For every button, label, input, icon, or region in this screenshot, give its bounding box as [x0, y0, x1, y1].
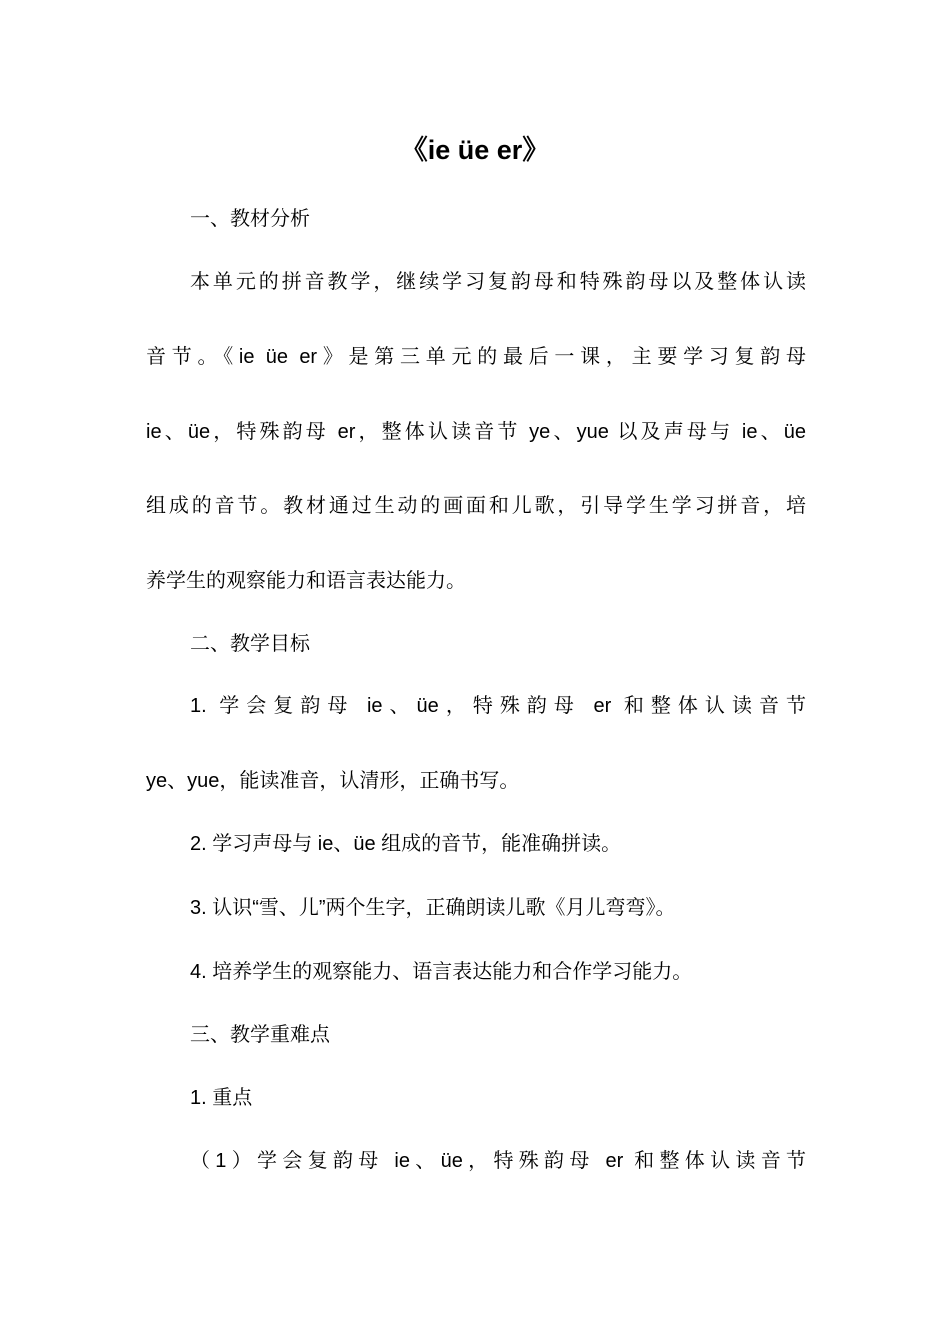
paragraph-line: 组成的音节。教材通过生动的画面和儿歌，引导学生学习拼音，培: [146, 495, 806, 517]
section-heading-1: 一、教材分析: [190, 208, 310, 230]
section-heading-2: 二、教学目标: [190, 633, 310, 655]
list-item-continuation: ye、yue，能读准音，认清形，正确书写。: [146, 770, 520, 792]
paragraph-line: ie、üe，特殊韵母 er，整体认读音节 ye、yue 以及声母与 ie、üe: [146, 421, 806, 443]
document-title: 《ie üe er》: [400, 135, 550, 165]
paragraph-line: 养学生的观察能力和语言表达能力。: [146, 570, 466, 592]
sub-heading: 1. 重点: [190, 1087, 253, 1109]
list-item: 1. 学会复韵母 ie、üe，特殊韵母 er 和整体认读音节: [190, 695, 806, 717]
paragraph-line: 音节。《ie üe er》是第三单元的最后一课，主要学习复韵母: [146, 346, 806, 368]
list-item: 2. 学习声母与 ie、üe 组成的音节，能准确拼读。: [190, 833, 622, 855]
paragraph-line: 本单元的拼音教学，继续学习复韵母和特殊韵母以及整体认读: [190, 271, 806, 293]
section-heading-3: 三、教学重难点: [190, 1024, 330, 1046]
list-item: 3. 认识“雪、儿”两个生字，正确朗读儿歌《月儿弯弯》。: [190, 897, 676, 919]
list-item: （1）学会复韵母 ie、üe，特殊韵母 er 和整体认读音节: [190, 1150, 806, 1172]
list-item: 4. 培养学生的观察能力、语言表达能力和合作学习能力。: [190, 961, 693, 983]
